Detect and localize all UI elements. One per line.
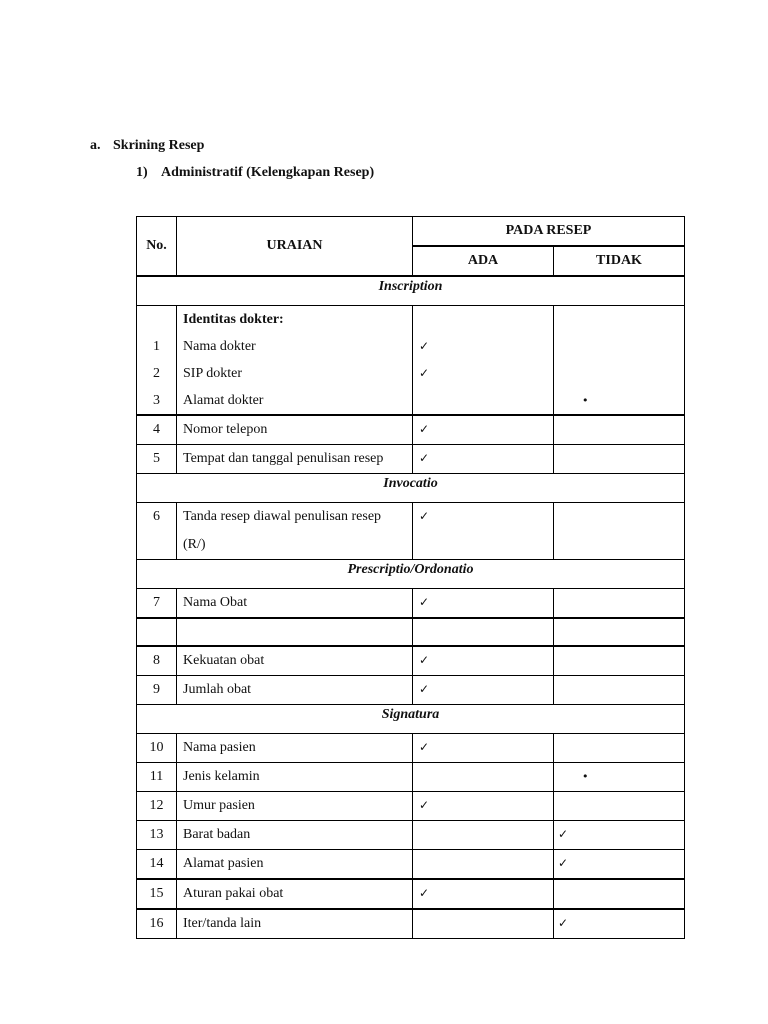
table-row: 16 Iter/tanda lain ✓: [137, 909, 685, 939]
check-icon: ✓: [419, 595, 430, 609]
table-row: 7 Nama Obat ✓: [137, 589, 685, 619]
check-icon: ✓: [419, 339, 430, 353]
subsection-marker: 1): [136, 165, 148, 180]
check-icon: ✓: [419, 509, 430, 523]
row-no: 3: [153, 393, 160, 408]
table-row: 5 Tempat dan tanggal penulisan resep ✓: [137, 445, 685, 474]
table-row: 9 Jumlah obat ✓: [137, 676, 685, 705]
section-signatura: Signatura: [137, 705, 685, 734]
table-row: 4 Nomor telepon ✓: [137, 415, 685, 445]
check-icon: ✓: [419, 451, 430, 465]
subsection-title: Administratif (Kelengkapan Resep): [161, 165, 375, 180]
bullet-icon: •: [582, 394, 589, 407]
check-icon: ✓: [419, 886, 430, 900]
table-row: 12 Umur pasien ✓: [137, 792, 685, 821]
header-ada: ADA: [413, 246, 554, 276]
section-marker: a.: [90, 138, 101, 153]
row-uraian: Alamat dokter: [183, 393, 264, 408]
table-row: 14 Alamat pasien ✓: [137, 850, 685, 880]
check-icon: ✓: [419, 682, 430, 696]
table-row: 13 Barat badan ✓: [137, 821, 685, 850]
table-row: 10 Nama pasien ✓: [137, 734, 685, 763]
header-no: No.: [137, 217, 177, 277]
section-inscription: Inscription: [137, 276, 685, 306]
check-icon: ✓: [419, 366, 430, 380]
check-icon: ✓: [558, 856, 569, 870]
header-pada-resep: PADA RESEP: [413, 217, 685, 247]
section-invocatio: Invocatio: [137, 474, 685, 503]
subsection-heading: [136, 165, 374, 181]
table-row: 11 Jenis kelamin •: [137, 763, 685, 792]
table-row: 8 Kekuatan obat ✓: [137, 646, 685, 676]
check-icon: ✓: [419, 740, 430, 754]
screening-table: [136, 216, 685, 939]
check-icon: ✓: [558, 916, 569, 930]
section-heading: [90, 138, 204, 154]
row-uraian: Nama dokter: [183, 339, 256, 354]
row-no: 2: [153, 366, 160, 381]
header-uraian: URAIAN: [177, 217, 413, 277]
check-icon: ✓: [419, 653, 430, 667]
row-uraian-line2: (R/): [183, 537, 206, 552]
row-no: 1: [153, 339, 160, 354]
check-icon: ✓: [419, 422, 430, 436]
row-uraian: Tanda resep diawal penulisan resep: [183, 509, 382, 524]
check-icon: ✓: [558, 827, 569, 841]
check-icon: ✓: [419, 798, 430, 812]
table-row: 15 Aturan pakai obat ✓: [137, 879, 685, 909]
empty-row: [137, 618, 685, 646]
row-uraian: SIP dokter: [183, 366, 242, 381]
bullet-icon: •: [582, 770, 589, 783]
section-title: Skrining Resep: [113, 138, 205, 153]
table-row: 6 Tanda resep diawal penulisan resep (R/) ✓: [137, 503, 685, 560]
table-row: [137, 306, 685, 416]
section-prescriptio: Prescriptio/Ordonatio: [137, 560, 685, 589]
header-tidak: TIDAK: [554, 246, 685, 276]
identitas-label: Identitas dokter:: [183, 312, 284, 327]
